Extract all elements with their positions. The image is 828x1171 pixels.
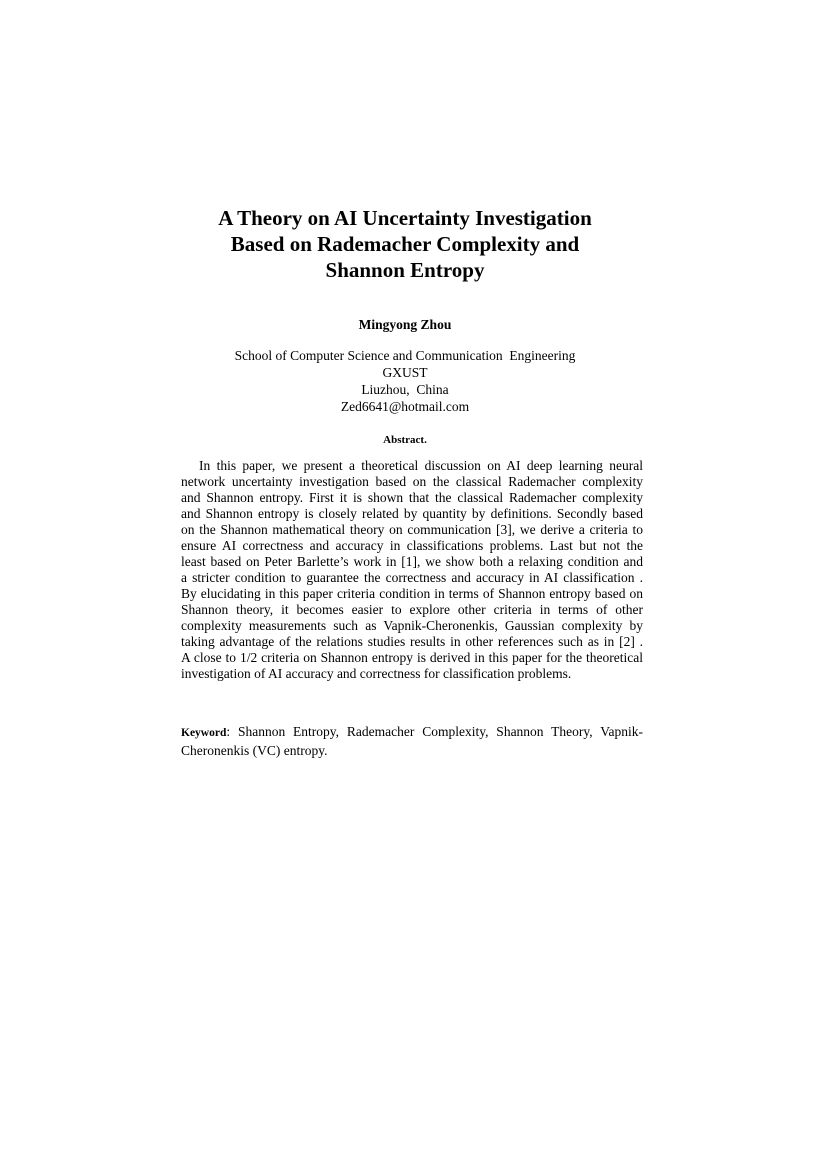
paper-title [150,205,660,283]
affiliation-line: School of Computer Science and Communication Engineering [234,348,576,363]
author-email: Zed6641@hotmail.com [340,399,470,414]
abstract-line: Shannon theory, it becomes easier to explore other criteria in terms of other [181,602,643,617]
affiliation-line: GXUST [382,365,428,380]
abstract-line: In this paper, we present a theoretical discussion on AI deep learning neural [199,458,643,473]
title-line: A Theory on AI Uncertainty Investigation [218,206,592,230]
abstract-line: a stricter condition to guarantee the correctness and accuracy in AI classification . [181,570,643,585]
abstract-line: network uncertainty investigation based on the classical Rademacher complexity [181,474,643,489]
author-name: Mingyong Zhou [358,317,452,332]
abstract-line: By elucidating in this paper criteria condition in terms of Shannon entropy based on [181,586,643,601]
title-line: Shannon Entropy [325,258,485,282]
abstract-line: and Shannon entropy is closely related by quantity by definitions. Secondly based [181,506,643,521]
title-line: Based on Rademacher Complexity and [230,232,580,256]
abstract-line: investigation of AI accuracy and correctness for classification problems. [181,666,572,681]
abstract-heading: Abstract. [383,434,427,446]
abstract-line: taking advantage of the relations studies results in other references such as in [2] . [181,634,643,649]
author-affiliation [200,347,610,415]
abstract-line: least based on Peter Barlette’s work in [1], we show both a relaxing condition and [181,554,643,569]
abstract-body [181,458,643,682]
affiliation-line: Liuzhou, China [361,382,449,397]
abstract-line: complexity measurements such as Vapnik-Cheronenkis, Gaussian complexity by [181,618,643,633]
keywords-line [181,723,643,742]
keyword-label: Keyword [181,727,227,739]
keywords-section [181,723,643,759]
abstract-line: ensure AI correctness and accuracy in classifications problems. Last but not the [181,538,643,553]
abstract-line: on the Shannon mathematical theory on communication [3], we derive a criteria to [181,522,643,537]
keyword-text: : Shannon Entropy, Rademacher Complexity, Shannon Theory, Vapnik- [226,724,643,739]
abstract-line: A close to 1/2 criteria on Shannon entropy is derived in this paper for the theoretical [181,650,643,665]
abstract-line: and Shannon entropy. First it is shown that the classical Rademacher complexity [181,490,643,505]
keywords-line: Cheronenkis (VC) entropy. [181,743,328,758]
